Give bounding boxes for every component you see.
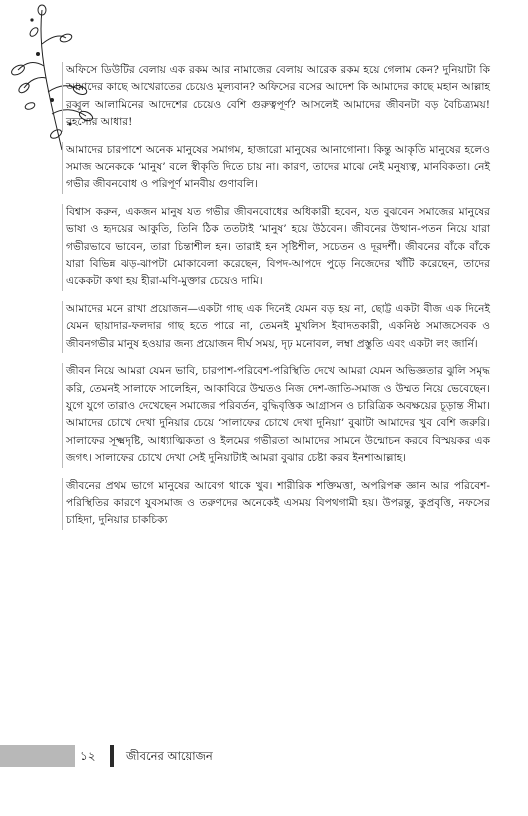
page-number: ১২ [80,749,96,763]
running-title: জীবনের আয়োজন [126,749,213,763]
paragraph: জীবনের প্রথম ভাগে মানুষের আবেগ থাকে খুব। শারীরিক শক্তিমত্তা, অপরিপক্ব জ্ঞান আর পরিবেশ-পরিস্থিতির কারণে যুবসমাজ ও তরুণদের অনেকেই এসময় বিপথগামী হয়। উপরন্তু, কুপ্রবৃত্তি, নফসের চাহিদা, দুনিয়ার চাকচিক্য [62,478,490,530]
paragraph: আমাদের মনে রাখা প্রয়োজন—একটা গাছ এক দিনেই যেমন বড় হয় না, ছোট্ট একটা বীজ এক দিনেই যেমন ছায়াদার-ফলদার গাছ হতে পারে না, তেমনই মুখলিস ইবাদতকারী, একনিষ্ঠ সমাজসেবক ও জীবনগভীর মানুষ হওয়ার জন্য প্রয়োজন দীর্ঘ সময়, দৃঢ় মনোবল, লম্বা প্রস্তুতি এবং একটা লং জার্নি। [62,301,490,353]
paragraph: জীবন নিয়ে আমরা যেমন ভাবি, চারপাশ-পরিবেশ-পরিস্থিতি দেখে আমরা যেমন অভিজ্ঞতার ঝুলি সমৃদ্ধ করি, তেমনই সালাফে সালেহিন, আকাবিরে উম্মতও নিজ দেশ-জাতি-সমাজ ও উম্মত নিয়ে ভেবেছেন। যুগে যুগে তারাও দেখেছেন সমাজের পরিবর্তন, বুদ্ধিবৃত্তিক আগ্রাসন ও চারিত্রিক অবক্ষয়ের চূড়ান্ত সীমা। আমাদের চোখে দেখা দুনিয়ার চেয়ে ‘সালাফের চোখে দেখা দুনিয়া’ বুঝাটা আমাদের খুব বেশি জরুরি। সালাফের সূক্ষ্মদৃষ্টি, আধ্যাত্মিকতা ও ইলমের গভীরতা আমাদের সামনে উন্মোচন করবে বিস্ময়কর এক জগৎ। সালাফের চোখে দেখা সেই দুনিয়াটাই আমরা বুঝার চেষ্টা করব ইনশাআল্লাহ। [62,363,490,467]
paragraph: আমাদের চারপাশে অনেক মানুষের সমাগম, হাজারো মানুষের আনাগোনা। কিন্তু আকৃতি মানুষের হলেও সমাজ অনেককে ‘মানুষ’ বলে স্বীকৃতি দিতে চায় না। কারণ, তাদের মাঝে নেই মনুষ্যত্ব, মানবিকতা। নেই গভীর জীবনবোধ ও পরিপূর্ণ মানবীয় গুণাবলি। [62,142,490,194]
footer-divider [110,745,114,767]
paragraph: অফিসে ডিউটির বেলায় এক রকম আর নামাজের বেলায় আরেক রকম হয়ে গেলাম কেন? দুনিয়াটা কি আমাদের কাছে আখেরাতের চেয়েও মূল্যবান? অফিসের বসের আদেশ কি আমাদের কাছে মহান আল্লাহ রব্বুল আলামিনের আদেশের চেয়েও বেশি গুরুত্বপূর্ণ? আসলেই আমাদের জীবনটা বড় বৈচিত্র্যময়! রহস্যের আধার! [62,62,490,132]
paragraph: বিশ্বাস করুন, একজন মানুষ যত গভীর জীবনবোধের অধিকারী হবেন, যত বুঝবেন সমাজের মানুষের ভাষা ও হৃদয়ের আকুতি, তিনি ঠিক ততটাই ‘মানুষ’ হয়ে উঠবেন। জীবনের উত্থান-পতন নিয়ে যারা গভীরভাবে ভাবেন, তারা চিন্তাশীল হন। তারাই হন সৃষ্টিশীল, সচেতন ও দূরদর্শী। জীবনের বাঁকে বাঁকে যারা বিভিন্ন ঝড়-ঝাপটা মোকাবেলা করেছেন, বিপদ-আপদে পুড়ে নিজেদের খাঁটি করেছেন, তাদের একেকটা কথা হয় হীরা-মণি-মুক্তার চেয়েও দামি। [62,204,490,291]
body-text [62,62,490,540]
footer-bar [0,745,75,767]
